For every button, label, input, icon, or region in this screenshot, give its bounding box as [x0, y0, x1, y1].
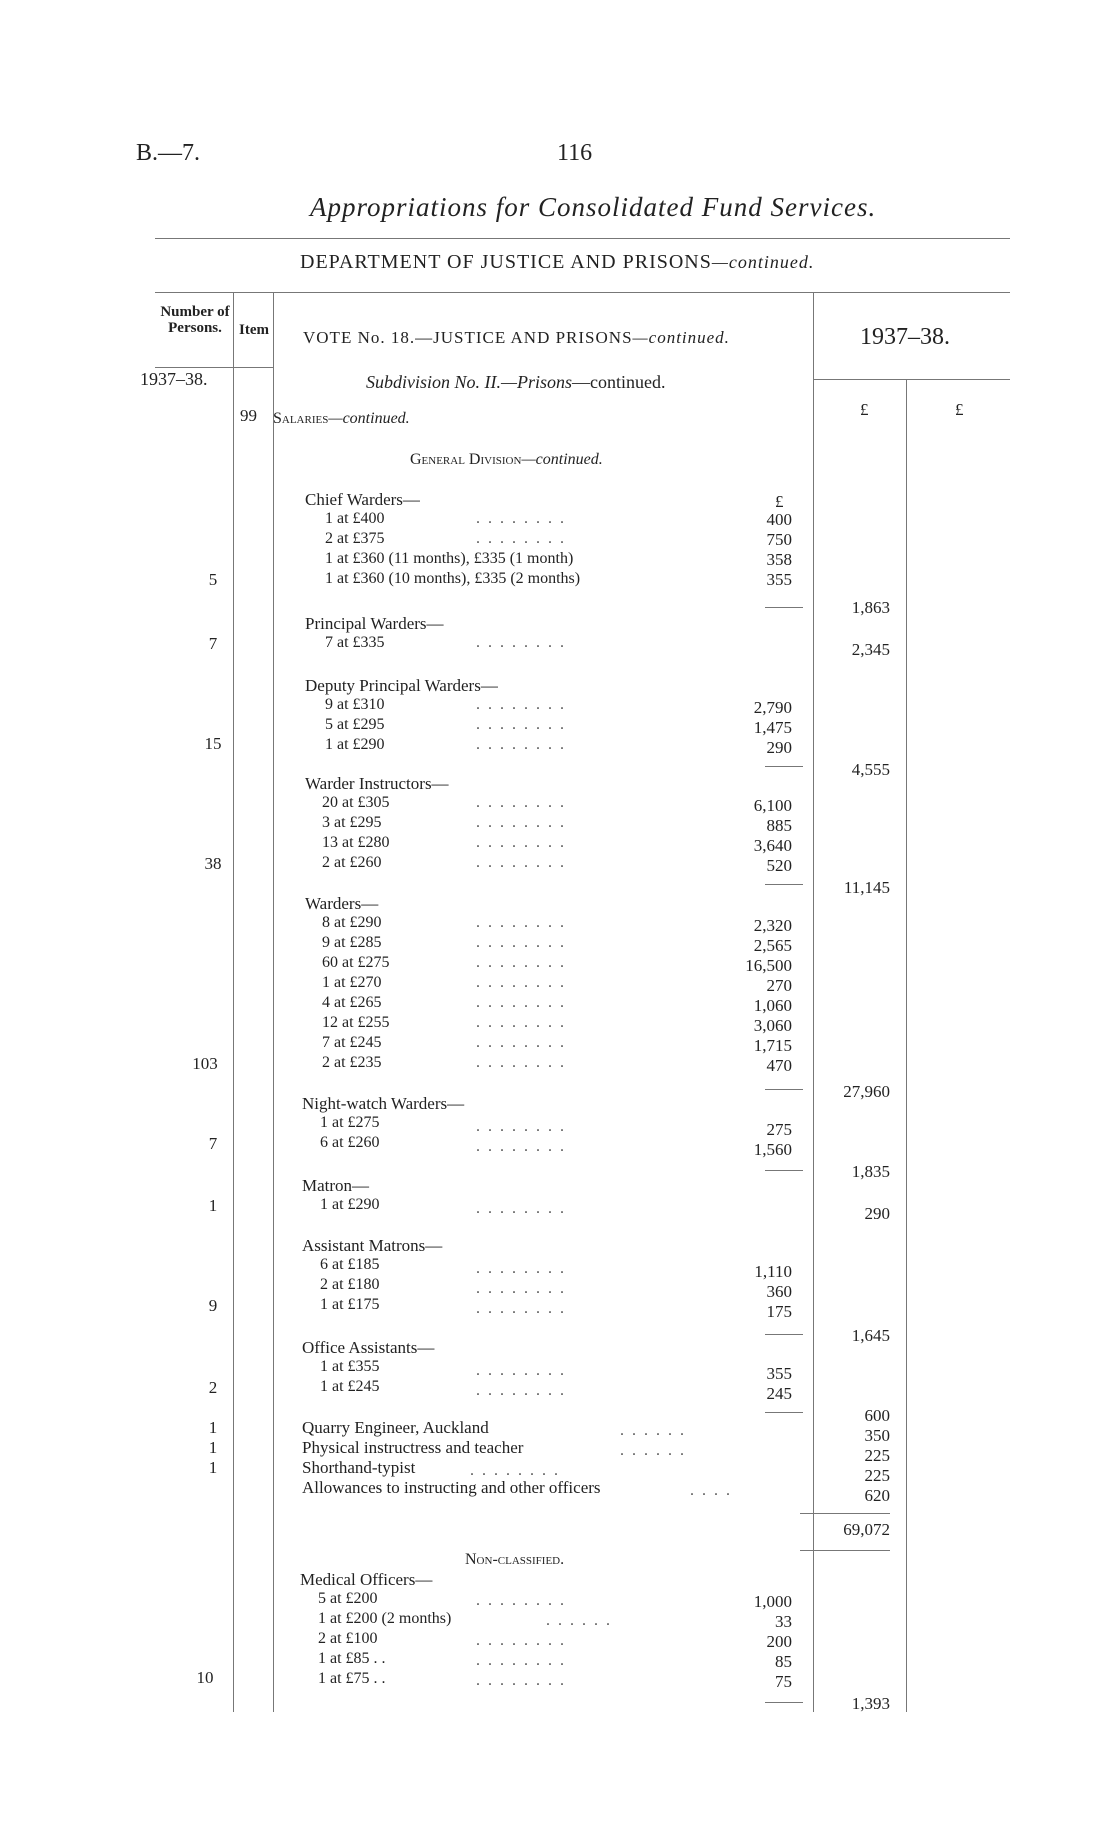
- department-suffix: —continued.: [711, 252, 815, 272]
- single-entry-total: 225: [864, 1466, 890, 1485]
- single-entry-total: 350: [864, 1426, 890, 1445]
- leader-dots: . . . . . . . .: [476, 914, 566, 931]
- row-amount: 400: [766, 510, 792, 529]
- pound-sign: £: [775, 492, 784, 511]
- row-amount: 355: [766, 1364, 792, 1383]
- general-division-suffix: —continued.: [521, 451, 603, 468]
- leader-dots: . . . . . . . .: [476, 1592, 566, 1609]
- subtotal-rule: [765, 1089, 803, 1090]
- leader-dots: . . . . . . . .: [476, 814, 566, 831]
- vote-heading: [303, 328, 730, 348]
- single-entry-label: Quarry Engineer, Auckland: [302, 1418, 489, 1437]
- persons-count: 10: [196, 1668, 214, 1687]
- row-amount: 2,320: [753, 916, 792, 935]
- leader-dots: . . . . . . . .: [476, 1200, 566, 1217]
- row-label: 1 at £360 (10 months), £335 (2 months): [325, 570, 581, 587]
- leader-dots: . . . . . . . .: [476, 1382, 566, 1399]
- row-label: 60 at £275: [322, 954, 390, 971]
- persons-count: 15: [204, 734, 222, 753]
- subtotal-rule: [765, 1334, 803, 1335]
- row-label: 1 at £85 . .: [318, 1650, 386, 1667]
- row-amount: 33: [775, 1612, 792, 1631]
- leader-dots: . . . . . . . .: [476, 1632, 566, 1649]
- leader-dots: . . . . . . . .: [476, 510, 566, 527]
- leader-dots: . . . . . . . .: [476, 1362, 566, 1379]
- leader-dots: . . . .: [690, 1482, 732, 1499]
- group-title-office: Office Assistants—: [302, 1338, 435, 1357]
- persons-count: 1: [208, 1458, 218, 1477]
- single-entry-label: Allowances to instructing and other officers: [302, 1478, 601, 1497]
- subtotal-rule: [765, 1412, 803, 1413]
- row-label: 9 at £310: [325, 696, 385, 713]
- salaries-title: Salaries: [273, 410, 329, 427]
- row-label: 2 at £235: [322, 1054, 382, 1071]
- row-label: 2 at £180: [320, 1276, 380, 1293]
- group-total: 1,645: [851, 1326, 890, 1345]
- non-classified-heading: Non-classified.: [465, 1551, 565, 1568]
- department-name: DEPARTMENT OF JUSTICE AND PRISONS: [300, 251, 712, 273]
- leader-dots: . . . . . . . .: [476, 1054, 566, 1071]
- row-amount: 358: [766, 550, 792, 569]
- row-amount: 360: [766, 1282, 792, 1301]
- row-amount: 245: [766, 1384, 792, 1403]
- persons-count: 7: [208, 634, 218, 653]
- group-title-medical: Medical Officers—: [300, 1570, 433, 1589]
- leader-dots: . . . . . . . .: [476, 1652, 566, 1669]
- item-column-header: Item: [239, 322, 269, 338]
- subtotal-rule: [765, 766, 803, 767]
- persons-count: 9: [208, 1296, 218, 1315]
- group-total: 27,960: [843, 1082, 890, 1101]
- leader-dots: . . . . . . . .: [476, 994, 566, 1011]
- pound-header-2: £: [955, 400, 964, 419]
- row-label: 20 at £305: [322, 794, 390, 811]
- leader-dots: . . . . . . . .: [476, 634, 566, 651]
- leader-dots: . . . . . . . .: [476, 794, 566, 811]
- page-title: Appropriations for Consolidated Fund Services.: [310, 192, 877, 222]
- subdivision-suffix: —continued.: [572, 372, 666, 392]
- row-amount: 2,565: [753, 936, 792, 955]
- row-label: 5 at £295: [325, 716, 385, 733]
- row-amount: 885: [766, 816, 792, 835]
- subtotal-rule: [765, 607, 803, 608]
- title-rule: [155, 238, 1010, 239]
- persons-count: 1: [208, 1196, 218, 1215]
- group-total: 600: [864, 1406, 890, 1425]
- persons-count: 5: [208, 570, 218, 589]
- persons-column-header: Number of Persons.: [160, 304, 230, 336]
- persons-count: 1: [208, 1438, 218, 1457]
- row-amount: 175: [766, 1302, 792, 1321]
- leader-dots: . . . . . . . .: [476, 736, 566, 753]
- row-label: 1 at £275: [320, 1114, 380, 1131]
- leader-dots: . . . . . .: [620, 1422, 686, 1439]
- leader-dots: . . . . . . . .: [476, 1300, 566, 1317]
- leader-dots: . . . . . . . .: [476, 530, 566, 547]
- single-entry-total: 620: [864, 1486, 890, 1505]
- row-label: 4 at £265: [322, 994, 382, 1011]
- leader-dots: . . . . . . . .: [476, 1280, 566, 1297]
- salaries-suffix: —continued.: [328, 410, 410, 427]
- group-title-deputy: Deputy Principal Warders—: [305, 676, 498, 695]
- leader-dots: . . . . . . . .: [470, 1462, 560, 1479]
- header-bottom-rule-left: [155, 367, 273, 368]
- row-label: 1 at £75 . .: [318, 1670, 386, 1687]
- group-total: 11,145: [843, 878, 890, 897]
- row-label: 13 at £280: [322, 834, 390, 851]
- salaries-heading: [273, 410, 410, 428]
- row-label: 1 at £360 (11 months), £335 (1 month): [325, 550, 574, 567]
- row-amount: 6,100: [753, 796, 792, 815]
- group-title-warders: Warders—: [305, 894, 379, 913]
- persons-count: 2: [208, 1378, 218, 1397]
- group-total: 2,345: [851, 640, 890, 659]
- row-amount: 520: [766, 856, 792, 875]
- persons-count: 7: [208, 1134, 218, 1153]
- document-code: B.—7.: [136, 140, 201, 166]
- vote-suffix: —continued.: [632, 328, 730, 347]
- single-entry-label: Physical instructress and teacher: [302, 1438, 524, 1457]
- page-number: 116: [557, 140, 593, 166]
- row-label: 2 at £100: [318, 1630, 378, 1647]
- row-label: 5 at £200: [318, 1590, 378, 1607]
- persons-count: 38: [204, 854, 222, 873]
- general-division-title: General Division: [410, 451, 522, 468]
- row-label: 2 at £375: [325, 530, 385, 547]
- row-amount: 200: [766, 1632, 792, 1651]
- subtotal-rule: [765, 884, 803, 885]
- item-column-rule: [273, 292, 274, 1712]
- leader-dots: . . . . . . . .: [476, 954, 566, 971]
- row-amount: 1,475: [753, 718, 792, 737]
- subdivision-title: Subdivision No. II.—Prisons: [366, 372, 573, 392]
- leader-dots: . . . . . .: [620, 1442, 686, 1459]
- general-division-total: 69,072: [843, 1520, 890, 1539]
- row-label: 3 at £295: [322, 814, 382, 831]
- group-total: 1,835: [851, 1162, 890, 1181]
- row-amount: 85: [775, 1652, 792, 1671]
- row-amount: 75: [775, 1672, 792, 1691]
- subdivision-heading: [366, 372, 666, 393]
- persons-count: 103: [192, 1054, 218, 1073]
- row-label: 8 at £290: [322, 914, 382, 931]
- leader-dots: . . . . . .: [546, 1612, 612, 1629]
- table-top-rule: [155, 292, 1010, 293]
- leader-dots: . . . . . . . .: [476, 834, 566, 851]
- single-entry-total: 225: [864, 1446, 890, 1465]
- row-label: 9 at £285: [322, 934, 382, 951]
- leader-dots: . . . . . . . .: [476, 974, 566, 991]
- year-column-header: 1937–38.: [860, 324, 950, 350]
- group-total: 290: [864, 1204, 890, 1223]
- row-amount: 2,790: [753, 698, 792, 717]
- row-label: 6 at £185: [320, 1256, 380, 1273]
- leader-dots: . . . . . . . .: [476, 1034, 566, 1051]
- subtotal-column-rule: [906, 380, 907, 1712]
- row-label: 12 at £255: [322, 1014, 390, 1031]
- row-label: 1 at £270: [322, 974, 382, 991]
- row-amount: 1,560: [753, 1140, 792, 1159]
- row-amount: 16,500: [745, 956, 792, 975]
- item-number: 99: [240, 406, 257, 425]
- leader-dots: . . . . . . . .: [476, 1260, 566, 1277]
- row-label: 1 at £200 (2 months): [318, 1610, 452, 1627]
- leader-dots: . . . . . . . .: [476, 1138, 566, 1155]
- row-label: 1 at £355: [320, 1358, 380, 1375]
- total-rule-bottom: [800, 1550, 890, 1551]
- group-title-nightwatch: Night-watch Warders—: [302, 1094, 465, 1113]
- row-label: 7 at £335: [325, 634, 385, 651]
- row-label: 1 at £290: [325, 736, 385, 753]
- group-total: 4,555: [851, 760, 890, 779]
- row-label: 1 at £175: [320, 1296, 380, 1313]
- leader-dots: . . . . . . . .: [476, 1014, 566, 1031]
- row-label: 6 at £260: [320, 1134, 380, 1151]
- group-title-chief: Chief Warders—: [305, 490, 420, 509]
- row-amount: 275: [766, 1120, 792, 1139]
- row-amount: 3,640: [753, 836, 792, 855]
- single-entry-label: Shorthand-typist: [302, 1458, 416, 1477]
- row-label: 1 at £400: [325, 510, 385, 527]
- row-amount: 3,060: [753, 1016, 792, 1035]
- leader-dots: . . . . . . . .: [476, 854, 566, 871]
- row-amount: 470: [766, 1056, 792, 1075]
- leader-dots: . . . . . . . .: [476, 1672, 566, 1689]
- leader-dots: . . . . . . . .: [476, 716, 566, 733]
- leader-dots: . . . . . . . .: [476, 696, 566, 713]
- row-label: 1 at £245: [320, 1378, 380, 1395]
- row-amount: 1,110: [754, 1262, 792, 1281]
- row-amount: 1,060: [753, 996, 792, 1015]
- persons-column-rule: [233, 292, 234, 1712]
- vote-title: VOTE No. 18.—JUSTICE AND PRISONS: [303, 328, 633, 347]
- department-heading: [300, 251, 814, 274]
- row-amount: 270: [766, 976, 792, 995]
- row-label: 1 at £290: [320, 1196, 380, 1213]
- total-rule-top: [800, 1513, 890, 1514]
- subtotal-rule: [765, 1702, 803, 1703]
- row-amount: 355: [766, 570, 792, 589]
- row-amount: 290: [766, 738, 792, 757]
- row-label: 2 at £260: [322, 854, 382, 871]
- row-amount: 1,715: [753, 1036, 792, 1055]
- persons-count: 1: [208, 1418, 218, 1437]
- pound-header-1: £: [860, 400, 869, 419]
- group-title-matron: Matron—: [302, 1176, 370, 1195]
- group-total: 1,863: [851, 598, 890, 617]
- group-title-assistant-matrons: Assistant Matrons—: [302, 1236, 443, 1255]
- row-label: 7 at £245: [322, 1034, 382, 1051]
- group-total: 1,393: [851, 1694, 890, 1713]
- row-amount: 750: [766, 530, 792, 549]
- group-title-instructors: Warder Instructors—: [305, 774, 449, 793]
- leader-dots: . . . . . . . .: [476, 1118, 566, 1135]
- general-division-heading: [410, 451, 603, 469]
- group-title-principal: Principal Warders—: [305, 614, 444, 633]
- year-row-label: 1937–38.: [140, 369, 208, 389]
- row-amount: 1,000: [753, 1592, 792, 1611]
- subtotal-rule: [765, 1170, 803, 1171]
- year-subrule: [813, 379, 1010, 380]
- leader-dots: . . . . . . . .: [476, 934, 566, 951]
